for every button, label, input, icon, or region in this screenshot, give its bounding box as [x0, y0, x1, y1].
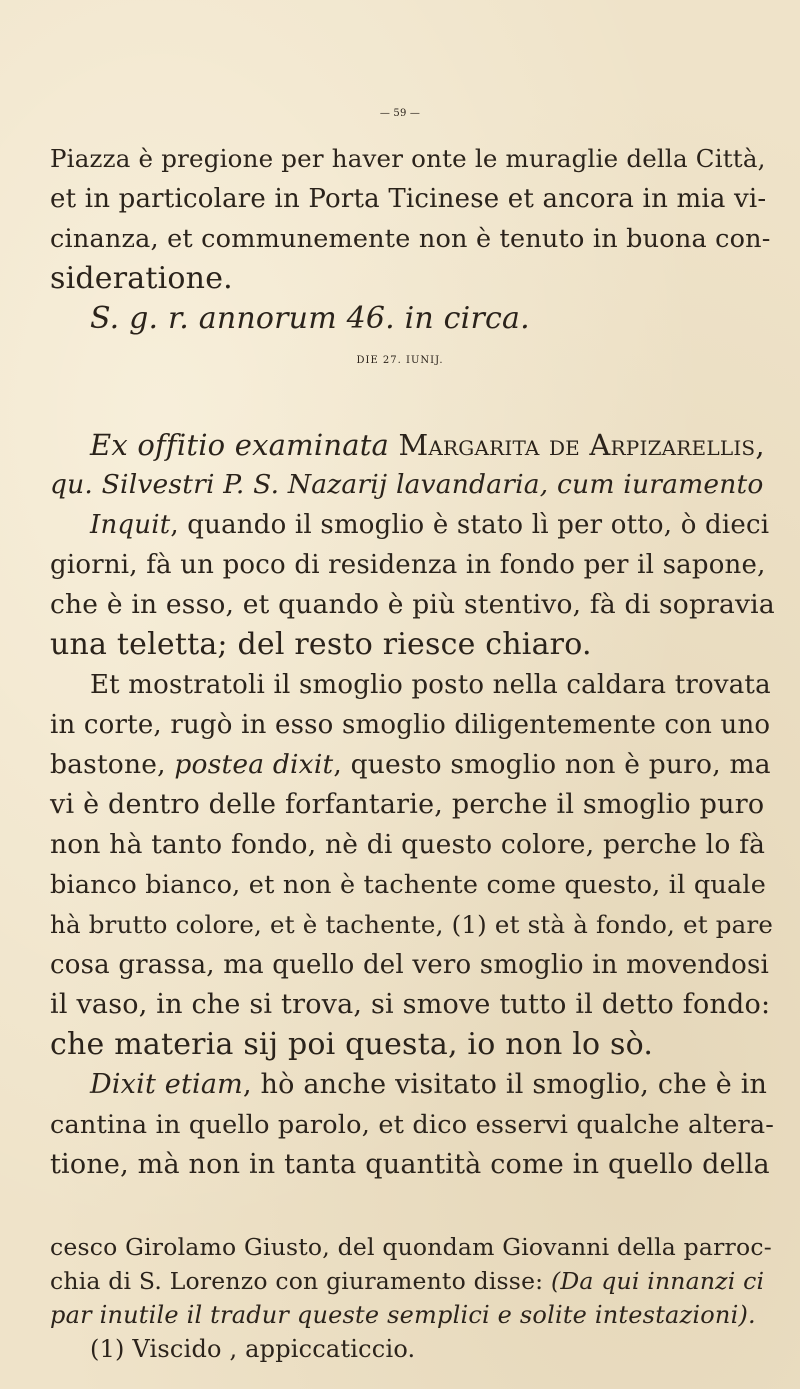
text-span: Ex offitio examinata [90, 428, 390, 462]
text-line: qu. Silvestri P. S. Nazarij lavandaria, cum iuramento [50, 469, 764, 500]
text-span: , [755, 428, 765, 462]
text-line [90, 1066, 767, 1104]
text-span: (Da qui innanzi ci [550, 1267, 765, 1295]
text-span: chia di S. Lorenzo con giuramento disse: [50, 1267, 551, 1295]
text-line: che è in esso, et quando è più stentivo, fà di sopravia [50, 589, 775, 620]
page-number: — 59 — [379, 108, 421, 119]
text-span: Inquit [90, 510, 171, 540]
person-name: Margarita de Arpizarellis [398, 428, 756, 462]
text-line: cantina in quello parolo, et dico esservi qualche altera- [50, 1110, 775, 1140]
text-span: bastone, [50, 749, 175, 780]
footnote-line: (1) Viscido , appiccaticcio. [90, 1335, 416, 1363]
date-heading: DIE 27. IUNIJ. [356, 355, 444, 366]
text-line: sideratione. [50, 261, 233, 296]
text-line: hà brutto colore, et è tachente, (1) et stà à fondo, et pare [50, 910, 774, 939]
text-line: giorni, fà un poco di residenza in fondo per il sapone, [50, 550, 766, 580]
text-line: vi è dentro delle forfantarie, perche il smoglio puro [50, 789, 765, 820]
text-line: il vaso, in che si trova, si smove tutto il detto fondo: [50, 989, 771, 1020]
text-span: , quando il smoglio è stato lì per otto, ò dieci [170, 510, 770, 540]
text-line: cinanza, et communemente non è tenuto in buona con- [50, 224, 771, 254]
footnote-line: cesco Girolamo Giusto, del quondam Giovanni della parroc- [50, 1233, 772, 1261]
text-span: , hò anche visitato il smoglio, che è in [242, 1069, 768, 1100]
text-line: cosa grassa, ma quello del vero smoglio in movendosi [50, 950, 770, 980]
text-span: , questo smoglio non è puro, ma [333, 749, 771, 780]
footnote-line: par inutile il tradur queste semplici e solite intestazioni). [50, 1301, 756, 1329]
text-span: postea dixit [174, 749, 334, 780]
text-line: una teletta; del resto riesce chiaro. [50, 627, 592, 662]
text-line: Et mostratoli il smoglio posto nella caldara trovata [90, 670, 771, 700]
text-line: non hà tanto fondo, nè di questo colore, perche lo fà [50, 829, 766, 860]
text-line: tione, mà non in tanta quantità come in quello della [50, 1149, 770, 1180]
text-span: Dixit etiam [90, 1069, 243, 1100]
text-line [90, 426, 765, 464]
text-line: che materia sij poi questa, io non lo sò. [50, 1027, 654, 1062]
text-line: et in particolare in Porta Ticinese et ancora in mia vi- [50, 184, 767, 214]
text-line [50, 746, 771, 784]
text-line: Piazza è pregione per haver onte le muraglie della Città, [50, 144, 766, 173]
footnote-line [50, 1262, 764, 1300]
text-line [90, 506, 769, 544]
text-line: bianco bianco, et non è tachente come questo, il quale [50, 870, 767, 900]
text-line: in corte, rugò in esso smoglio diligentemente con uno [50, 710, 771, 740]
text-line: S. g. r. annorum 46. in circa. [90, 301, 530, 336]
